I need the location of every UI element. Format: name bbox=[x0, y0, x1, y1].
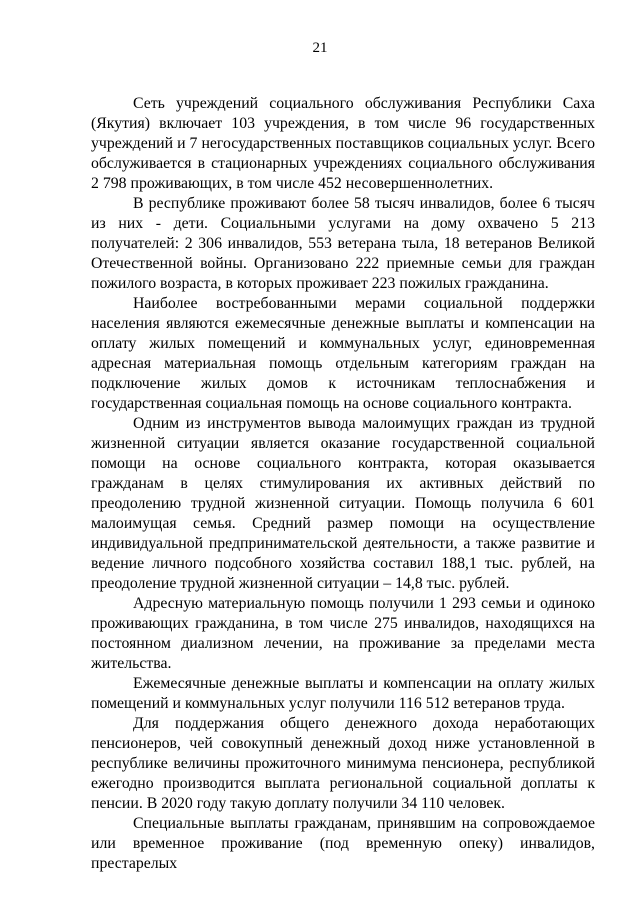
paragraph-labor-veterans: Ежемесячные денежные выплаты и компенсации на оплату жилых помещений и коммунальных услуг получили 116 512 ветеранов труда. bbox=[91, 675, 595, 712]
paragraph-social-institutions: Сеть учреждений социального обслуживания Республики Саха (Якутия) включает 103 учреждения, в том числе 96 государственных учреждений и 7 негосударственных поставщиков социальных услуг. Всего обслуживается в стационарных учреждениях социального обслуживания 2 798 проживающих, в том числе 452 несовершеннолетних. bbox=[91, 95, 595, 192]
paragraph-pension-supplement: Для поддержания общего денежного дохода неработающих пенсионеров, чей совокупный денежный доход ниже установленной в республике величины прожиточного минимума пенсионера, республикой ежегодно производится выплата региональной социальной доплаты к пенсии. В 2020 году такую доплату получили 34 110 человек. bbox=[91, 715, 595, 812]
paragraph-social-contract: Одним из инструментов вывода малоимущих граждан из трудной жизненной ситуации является оказание государственной социальной помощи на основе социального контракта, которая оказывается гражданам в целях стимулирования их активных действий по преодолению трудной жизненной ситуации. Помощь получила 6 601 малоимущая семья. Средний размер помощи на осуществление индивидуальной предпринимательской деятельности, а также развитие и ведение личного подсобного хозяйства составил 188,1 тыс. рублей, на преодоление трудной жизненной ситуации – 14,8 тыс. рублей. bbox=[91, 415, 595, 592]
paragraph-material-aid: Адресную материальную помощь получили 1 293 семьи и одиноко проживающих гражданина, в том числе 275 инвалидов, находящихся на постоянном диализном лечении, на проживание за пределами места жительства. bbox=[91, 595, 595, 672]
paragraph-disabled-persons: В республике проживают более 58 тысяч инвалидов, более 6 тысяч из них - дети. Социальными услугами на дому охвачено 5 213 получателей: 2 306 инвалидов, 553 ветерана тыла, 18 ветеранов Великой Отечественной войны. Организовано 222 приемные семьи для граждан пожилого возраста, в которых проживает 223 пожилых гражданина. bbox=[91, 195, 595, 292]
paragraph-special-payments: Специальные выплаты гражданам, принявшим на сопровождаемое или временное проживание (под временную опеку) инвалидов, престарелых bbox=[91, 815, 595, 872]
paragraph-support-measures: Наиболее востребованными мерами социальной поддержки населения являются ежемесячные денежные выплаты и компенсации на оплату жилых помещений и коммунальных услуг, единовременная адресная материальная помощь отдельным категориям граждан на подключение жилых домов к источникам теплоснабжения и государственная социальная помощь на основе социального контракта. bbox=[91, 295, 595, 412]
document-body bbox=[91, 94, 595, 874]
page-number: 21 bbox=[312, 40, 328, 56]
